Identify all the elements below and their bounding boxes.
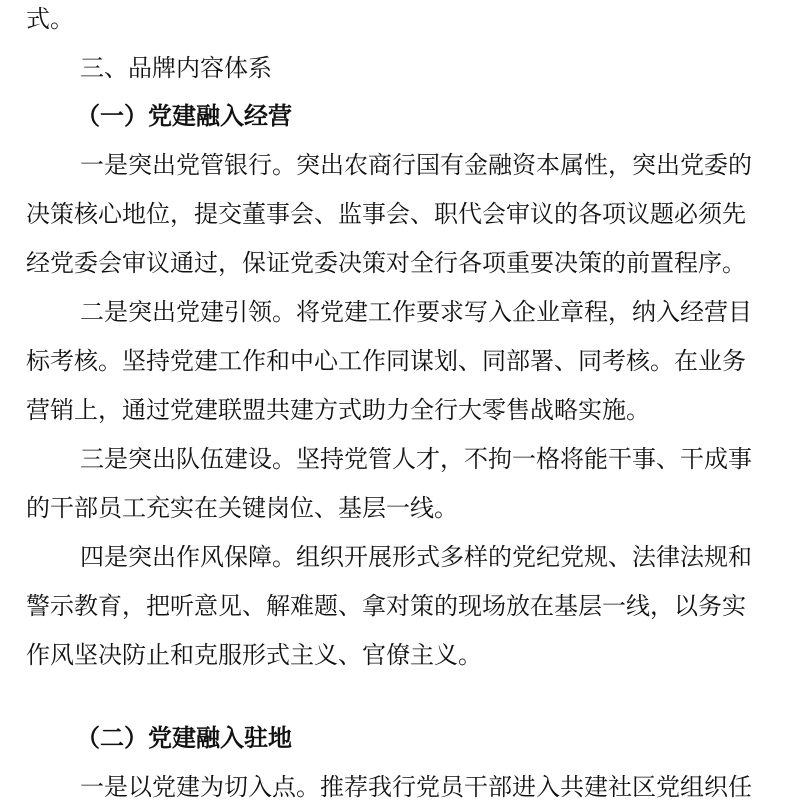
subsection2-title: （二）党建融入驻地 [76, 723, 292, 752]
subsection1-para4-line1: 四是突出作风保障。组织开展形式多样的党纪党规、法律法规和 [80, 543, 752, 571]
subsection1-para2-line3: 营销上，通过党建联盟共建方式助力全行大零售战略实施。 [26, 396, 650, 424]
subsection1-para2-line2: 标考核。坚持党建工作和中心工作同谋划、同部署、同考核。在业务 [26, 347, 746, 375]
subsection2-para1-line1: 一是以党建为切入点。推荐我行党员干部进入共建社区党组织任 [80, 773, 752, 801]
subsection1-para1-line3: 经党委会审议通过，保证党委决策对全行各项重要决策的前置程序。 [26, 249, 746, 277]
subsection1-para4-line2: 警示教育，把听意见、解难题、拿对策的现场放在基层一线，以务实 [26, 592, 746, 620]
subsection1-para4-line3: 作风坚决防止和克服形式主义、官僚主义。 [26, 641, 482, 669]
subsection1-para1-line1: 一是突出党管银行。突出农商行国有金融资本属性，突出党委的 [80, 151, 752, 179]
subsection1-para1-line2: 决策核心地位，提交董事会、监事会、职代会审议的各项议题必须先 [26, 200, 746, 228]
section-title: 三、品牌内容体系 [80, 54, 272, 82]
top-fragment-text: 式。 [26, 5, 74, 33]
subsection1-para3-line2: 的干部员工充实在关键岗位、基层一线。 [26, 494, 458, 522]
subsection1-para3-line1: 三是突出队伍建设。坚持党管人才，不拘一格将能干事、干成事 [80, 445, 752, 473]
subsection1-para2-line1: 二是突出党建引领。将党建工作要求写入企业章程，纳入经营目 [80, 298, 752, 326]
subsection1-title: （一）党建融入经营 [76, 101, 292, 130]
